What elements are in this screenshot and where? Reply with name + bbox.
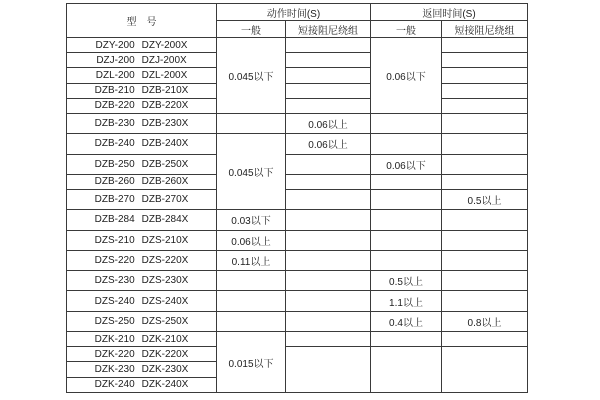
model-cell bbox=[67, 114, 217, 134]
model-b: DZY-200X bbox=[141, 39, 188, 51]
table-row bbox=[67, 134, 528, 154]
header-return-time: 返回时间(S) bbox=[371, 4, 528, 21]
model-a: DZK-220 bbox=[94, 348, 135, 360]
table-row bbox=[67, 250, 528, 270]
model-b: DZS-230X bbox=[141, 275, 189, 287]
model-b: DZB-250X bbox=[141, 158, 189, 170]
action-general-cell bbox=[217, 271, 286, 291]
return-damping-cell bbox=[442, 83, 528, 98]
model-cell bbox=[67, 250, 217, 270]
model-b: DZB-284X bbox=[141, 214, 189, 226]
return-damping-cell bbox=[442, 291, 528, 311]
table-row bbox=[67, 347, 528, 362]
return-general-cell bbox=[371, 134, 442, 154]
model-cell bbox=[67, 291, 217, 311]
return-damping-cell bbox=[442, 174, 528, 189]
model-b: DZS-240X bbox=[141, 295, 189, 307]
model-a: DZY-200 bbox=[95, 39, 135, 51]
model-cell bbox=[67, 377, 217, 392]
return-general-cell bbox=[371, 230, 442, 250]
model-a: DZL-200 bbox=[95, 70, 135, 81]
model-cell bbox=[67, 210, 217, 230]
model-cell bbox=[67, 190, 217, 210]
model-cell bbox=[67, 83, 217, 98]
model-a: DZB-260 bbox=[94, 176, 135, 188]
model-cell bbox=[67, 347, 217, 362]
model-cell bbox=[67, 271, 217, 291]
model-b: DZB-270X bbox=[141, 194, 189, 206]
return-general-cell: 0.4以上 bbox=[371, 311, 442, 331]
return-damping-cell bbox=[442, 98, 528, 113]
model-cell bbox=[67, 311, 217, 331]
model-a: DZB-270 bbox=[94, 194, 135, 206]
model-b: DZB-240X bbox=[141, 138, 189, 150]
model-cell bbox=[67, 98, 217, 113]
action-damping-cell bbox=[286, 291, 371, 311]
action-damping-cell bbox=[286, 68, 371, 83]
return-general-cell bbox=[371, 332, 442, 347]
model-b: DZB-230X bbox=[141, 118, 189, 130]
action-general-cell: 0.06以上 bbox=[217, 230, 286, 250]
return-general-cell bbox=[371, 250, 442, 270]
action-damping-cell: 0.06以上 bbox=[286, 134, 371, 154]
action-damping-cell bbox=[286, 347, 371, 393]
model-a: DZB-210 bbox=[94, 85, 135, 97]
return-damping-cell bbox=[442, 230, 528, 250]
model-a: DZB-220 bbox=[94, 100, 135, 112]
model-b: DZS-220X bbox=[141, 255, 189, 267]
model-cell bbox=[67, 332, 217, 347]
table-row bbox=[67, 311, 528, 331]
model-a: DZS-240 bbox=[94, 295, 135, 307]
model-cell bbox=[67, 53, 217, 68]
header-action-general: 一般 bbox=[217, 21, 286, 38]
model-cell bbox=[67, 68, 217, 83]
model-b: DZB-220X bbox=[141, 100, 189, 112]
model-a: DZB-250 bbox=[94, 158, 135, 170]
return-damping-cell bbox=[442, 332, 528, 347]
table-row bbox=[67, 230, 528, 250]
action-general-cell: 0.045以下 bbox=[217, 38, 286, 114]
action-damping-cell bbox=[286, 210, 371, 230]
table-row bbox=[67, 83, 528, 98]
action-general-cell bbox=[217, 291, 286, 311]
model-a: DZB-240 bbox=[94, 138, 135, 150]
return-damping-cell bbox=[442, 114, 528, 134]
action-damping-cell bbox=[286, 230, 371, 250]
header-action-damping: 短接阻尼绕组 bbox=[286, 21, 371, 38]
return-damping-cell bbox=[442, 134, 528, 154]
model-a: DZJ-200 bbox=[96, 54, 135, 66]
action-damping-cell: 0.06以上 bbox=[286, 114, 371, 134]
model-a: DZS-230 bbox=[94, 275, 135, 287]
return-general-cell bbox=[371, 174, 442, 189]
header-model: 型 号 bbox=[67, 4, 217, 38]
return-damping-cell bbox=[442, 53, 528, 68]
model-a: DZK-210 bbox=[94, 333, 135, 345]
model-b: DZB-260X bbox=[141, 176, 189, 188]
model-b: DZB-210X bbox=[141, 85, 189, 97]
return-general-cell bbox=[371, 347, 442, 393]
action-general-cell: 0.03以下 bbox=[217, 210, 286, 230]
return-damping-cell bbox=[442, 347, 528, 393]
return-general-cell bbox=[371, 114, 442, 134]
header-return-damping: 短接阻尼绕组 bbox=[442, 21, 528, 38]
model-b: DZL-200X bbox=[141, 70, 188, 81]
table-row bbox=[67, 154, 528, 174]
action-damping-cell bbox=[286, 311, 371, 331]
return-general-cell: 0.5以上 bbox=[371, 271, 442, 291]
table-row bbox=[67, 210, 528, 230]
model-b: DZK-230X bbox=[141, 364, 189, 376]
table-row bbox=[67, 68, 528, 83]
action-damping-cell bbox=[286, 38, 371, 53]
return-general-cell: 0.06以下 bbox=[371, 38, 442, 114]
model-a: DZS-250 bbox=[94, 315, 135, 327]
model-cell bbox=[67, 362, 217, 377]
action-damping-cell bbox=[286, 271, 371, 291]
action-general-cell: 0.045以下 bbox=[217, 134, 286, 210]
return-damping-cell bbox=[442, 271, 528, 291]
return-damping-cell bbox=[442, 68, 528, 83]
header-action-time: 动作时间(S) bbox=[217, 4, 371, 21]
table-row bbox=[67, 190, 528, 210]
return-general-cell bbox=[371, 210, 442, 230]
return-damping-cell bbox=[442, 38, 528, 53]
return-damping-cell bbox=[442, 250, 528, 270]
relay-spec-table bbox=[66, 3, 528, 393]
model-a: DZS-210 bbox=[94, 234, 135, 246]
action-damping-cell bbox=[286, 332, 371, 347]
action-damping-cell bbox=[286, 83, 371, 98]
return-general-cell bbox=[371, 190, 442, 210]
action-damping-cell bbox=[286, 174, 371, 189]
return-damping-cell bbox=[442, 210, 528, 230]
model-cell bbox=[67, 38, 217, 53]
return-general-cell: 0.06以下 bbox=[371, 154, 442, 174]
model-a: DZS-220 bbox=[94, 255, 135, 267]
table-row bbox=[67, 98, 528, 113]
model-b: DZJ-200X bbox=[141, 54, 187, 66]
header-row-1 bbox=[67, 4, 528, 21]
model-b: DZS-250X bbox=[141, 315, 189, 327]
return-damping-cell: 0.8以上 bbox=[442, 311, 528, 331]
return-damping-cell: 0.5以上 bbox=[442, 190, 528, 210]
table-row bbox=[67, 53, 528, 68]
model-a: DZK-230 bbox=[94, 364, 135, 376]
header-return-general: 一般 bbox=[371, 21, 442, 38]
table-row bbox=[67, 38, 528, 53]
action-damping-cell bbox=[286, 98, 371, 113]
action-general-cell bbox=[217, 311, 286, 331]
model-b: DZK-240X bbox=[141, 379, 189, 391]
model-a: DZK-240 bbox=[94, 379, 135, 391]
model-cell bbox=[67, 174, 217, 189]
model-a: DZB-284 bbox=[94, 214, 135, 226]
action-damping-cell bbox=[286, 190, 371, 210]
model-cell bbox=[67, 230, 217, 250]
action-damping-cell bbox=[286, 250, 371, 270]
action-damping-cell bbox=[286, 53, 371, 68]
model-cell bbox=[67, 134, 217, 154]
model-a: DZB-230 bbox=[94, 118, 135, 130]
model-b: DZK-220X bbox=[141, 348, 189, 360]
table-row bbox=[67, 291, 528, 311]
model-cell bbox=[67, 154, 217, 174]
action-general-cell bbox=[217, 114, 286, 134]
table-row bbox=[67, 174, 528, 189]
table-row bbox=[67, 271, 528, 291]
action-general-cell: 0.11以上 bbox=[217, 250, 286, 270]
model-b: DZS-210X bbox=[141, 234, 189, 246]
model-b: DZK-210X bbox=[141, 333, 189, 345]
return-damping-cell bbox=[442, 154, 528, 174]
action-damping-cell bbox=[286, 154, 371, 174]
action-general-cell: 0.015以下 bbox=[217, 332, 286, 393]
return-general-cell: 1.1以上 bbox=[371, 291, 442, 311]
table-row bbox=[67, 114, 528, 134]
table-row bbox=[67, 332, 528, 347]
